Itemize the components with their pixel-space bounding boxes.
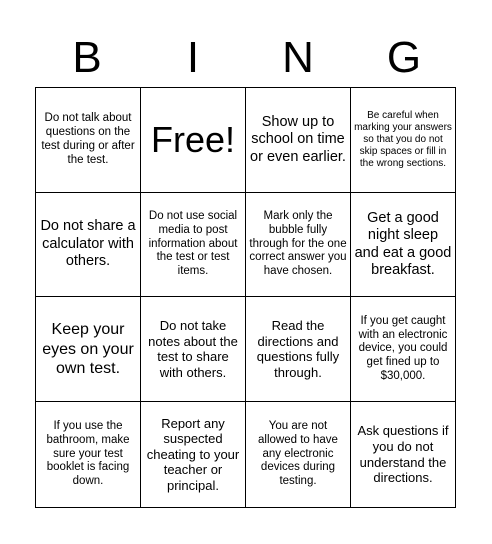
board-cell: If you get caught with an electronic device, you could get fined up to $30,000. [351,297,456,402]
free-space-cell: Free! [141,88,246,193]
header-letter-n: N [282,33,314,82]
header-letter-i: I [186,33,200,82]
bingo-header [35,30,455,86]
board-row [36,192,456,297]
board-cell: Do not take notes about the test to share with others. [141,297,246,402]
header-letter-g: G [386,33,422,82]
board-cell: Do not share a calculator with others. [36,192,141,297]
board-cell: Show up to school on time or even earlier. [246,88,351,193]
board-cell: Ask questions if you do not understand the directions. [351,402,456,508]
board-row [36,297,456,402]
board-cell: Read the directions and questions fully through. [246,297,351,402]
board-cell: Keep your eyes on your own test. [36,297,141,402]
board-cell: Get a good night sleep and eat a good breakfast. [351,192,456,297]
board-cell: Mark only the bubble fully through for the one correct answer you have chosen. [246,192,351,297]
board-cell: Do not use social media to post information about the test or test items. [141,192,246,297]
board-cell: If you use the bathroom, make sure your test booklet is facing down. [36,402,141,508]
bingo-board [35,87,456,508]
board-row [36,402,456,508]
board-cell: Be careful when marking your answers so that you do not skip spaces or fill in the wrong sections. [351,88,456,193]
board-cell: Do not talk about questions on the test during or after the test. [36,88,141,193]
header-letter-b: B [72,33,102,82]
board-row [36,88,456,193]
board-cell: Report any suspected cheating to your teacher or principal. [141,402,246,508]
board-cell: You are not allowed to have any electronic devices during testing. [246,402,351,508]
